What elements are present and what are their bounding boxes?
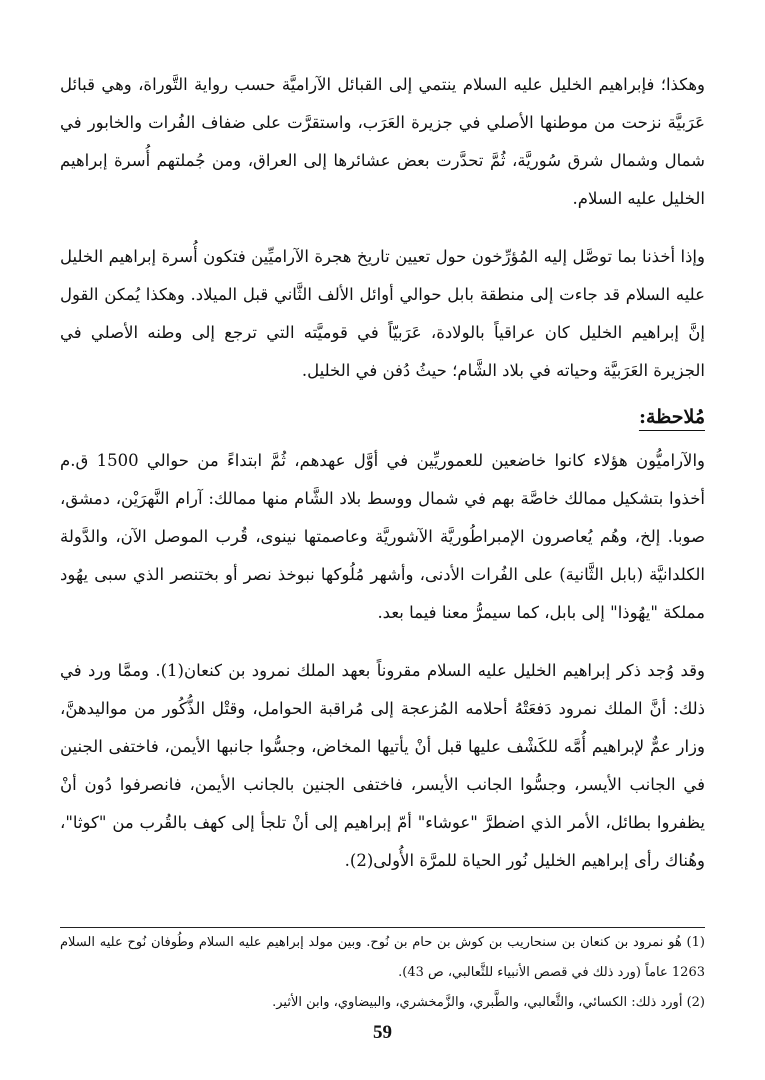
page-number: 59 xyxy=(373,1022,392,1043)
note-heading: مُلاحظة: xyxy=(638,406,705,428)
note-paragraph-1: والآراميُّون هؤلاء كانوا خاضعين للعموريِّين في أوَّل عهدهم، ثُمَّ ابتداءً من حوالي 1500 ق.م أخذوا بتشكيل ممالك خاصَّة بهم في شمال ووسط بلاد الشَّام منها ممالك: آرام النَّهرَيْن، دمشق، صوبا. إلخ، وهُم يُعاصرون الإمبراطُوريَّة الآشوريَّة وعاصمتها نينوى، قُرب الموصل الآن، والدَّولة الكلدانيَّة (بابل الثَّانية) على الفُرات الأدنى، وأشهر مُلُوكها نبوخذ نصر أو بختنصر الذي سبى يهُود مملكة "يهُوذا" إلى بابل، كما سيمرُّ معنا فيما بعد. xyxy=(60,451,705,622)
body-paragraph-1: وهكذا؛ فإبراهيم الخليل عليه السلام ينتمي إلى القبائل الآراميَّة حسب رواية التَّوراة، وهي قبائل عَرَبيَّة نزحت من موطنها الأصلي في جزيرة العَرَب، واستقرَّت على ضفاف الفُرات والخابور في شمال وشمال شرق سُوريَّة، ثُمَّ تحدَّرت بعض عشائرها إلى العراق، ومن جُملتهم أُسرة إبراهيم الخليل عليه السلام. xyxy=(60,75,705,208)
footnote-2: (2) أورد ذلك: الكسائي، والثَّعالبي، والطَّبري، والزَّمخشري، والبيضاوي، وابن الأثير. xyxy=(272,995,705,1010)
footnotes-section xyxy=(60,927,705,1018)
note-paragraph-2: وقد وُجد ذكر إبراهيم الخليل عليه السلام مقروناً بعهد الملك نمرود بن كنعان(1). وممَّا ورد في ذلك: أنَّ الملك نمرود دَفعَتْهُ أحلامه المُزعجة إلى مُراقبة الحوامل، وقتْل الذُّكُور من مواليدهنَّ، وزار عمٌّ لإبراهيم أُمَّه للكَشْف عليها قبل أنْ يأتيها المخاض، وجسُّوا جانبها الأيمن، فاختفى الجنين في الجانب الأيسر، وجسُّوا الجانب الأيسر، فاختفى الجنين بالجانب الأيمن، فانصرفوا دُون أنْ يظفروا بطائل، الأمر الذي اضطرَّ "عوشاء" أمّ إبراهيم إلى أنْ تلجأ إلى كهف بالقُرب من "كوثا"، وهُناك رأى إبراهيم الخليل نُور الحياة للمرَّة الأُولى(2). xyxy=(60,661,705,870)
body-paragraph-2: وإذا أخذنا بما توصَّل إليه المُؤرِّخون حول تعيين تاريخ هجرة الآراميِّين فتكون أُسرة إبراهيم الخليل عليه السلام قد جاءت إلى منطقة بابل حوالي أوائل الألف الثَّاني قبل الميلاد. وهكذا يُمكن القول إنَّ إبراهيم الخليل كان عراقياً بالولادة، عَرَبيّاً في قوميَّته التي ترجع إلى وطنه الأصلي في الجزيرة العَرَبيَّة وحياته في بلاد الشَّام؛ حيثُ دُفن في الخليل. xyxy=(60,247,705,380)
footnote-1: (1) هُو نمرود بن كنعان بن سنحاريب بن كوش بن حام بن نُوح. وبين مولد إبراهيم عليه السلام وطُوفان نُوح عليه السلام 1263 عاماً (ورد ذلك في قصص الأنبياء للثَّعالبي، ص 43). xyxy=(60,935,705,980)
